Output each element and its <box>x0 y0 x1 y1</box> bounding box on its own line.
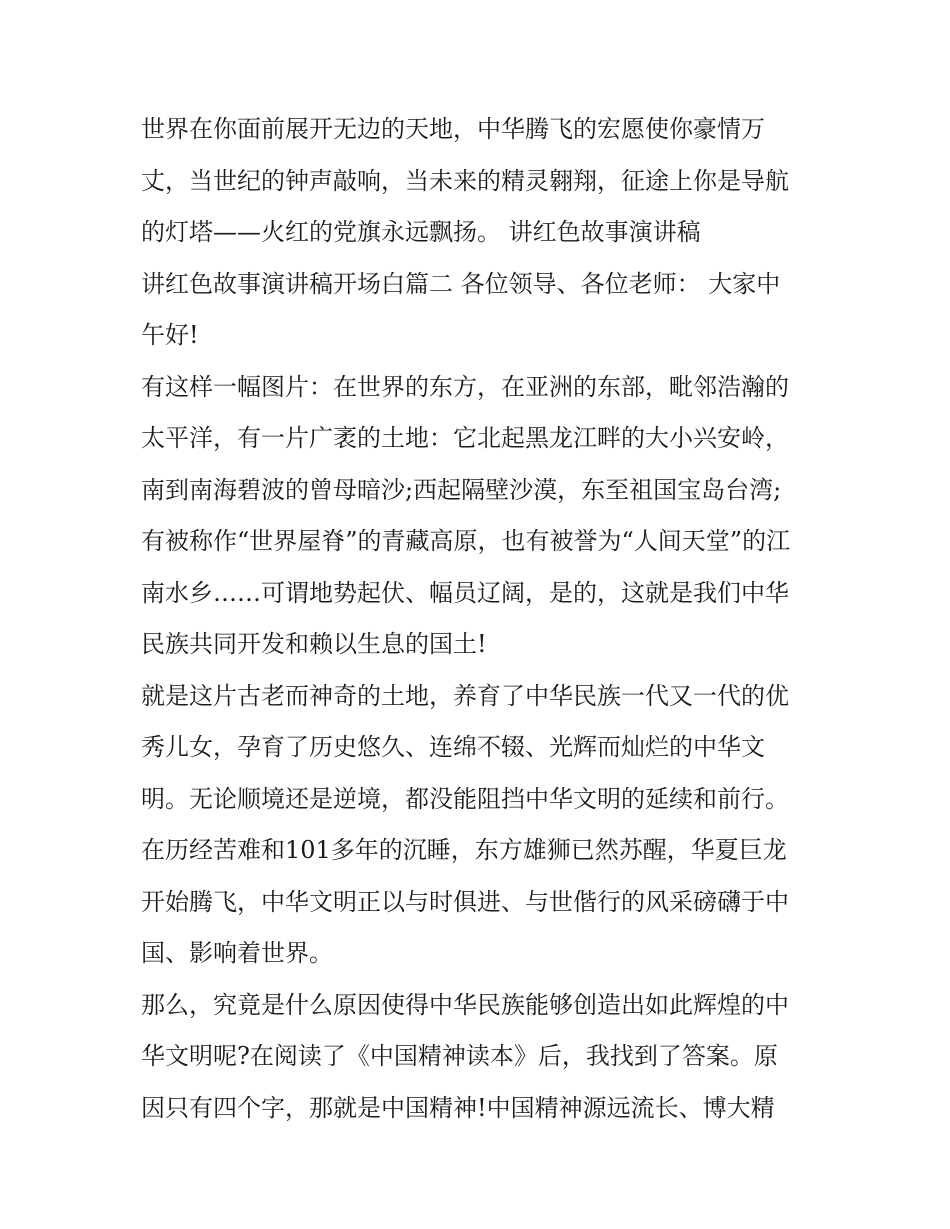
text-line-17: 国、影响着世界。 <box>141 939 333 967</box>
text-line-16: 开始腾飞，中华文明正以与时俱进、与世偕行的风采磅礴于中 <box>141 887 789 916</box>
text-line-14: 明。无论顺境还是逆境，都没能阻挡中华文明的延续和前行。 <box>141 784 789 813</box>
text-line-4: 讲红色故事演讲稿开场白篇二 各位领导、各位老师： 大家中 <box>141 269 781 298</box>
text-line-5: 午好! <box>141 321 199 349</box>
document-body <box>141 104 813 1134</box>
text-line-6: 有这样一幅图片：在世界的东方，在亚洲的东部，毗邻浩瀚的 <box>141 372 789 401</box>
text-line-7: 太平洋，有一片广袤的土地：它北起黑龙江畔的大小兴安岭， <box>141 424 789 452</box>
text-line-11: 民族共同开发和赖以生息的国土! <box>141 630 487 658</box>
text-line-18: 那么，究竟是什么原因使得中华民族能够创造出如此辉煌的中 <box>141 990 789 1019</box>
text-line-20: 因只有四个字，那就是中国精神!中国精神源远流长、博大精 <box>141 1093 775 1122</box>
text-line-19: 华文明呢?在阅读了《中国精神读本》后，我找到了答案。原 <box>141 1042 778 1070</box>
text-line-2: 丈，当世纪的钟声敲响，当未来的精灵翱翔，征途上你是导航 <box>141 166 789 195</box>
text-line-15: 在历经苦难和101多年的沉睡，东方雄狮已然苏醒，华夏巨龙 <box>141 836 787 864</box>
text-line-8: 南到南海碧波的曾母暗沙;西起隔壁沙漠，东至祖国宝岛台湾; <box>141 475 782 504</box>
text-line-13: 秀儿女，孕育了历史悠久、连绵不辍、光辉而灿烂的中华文 <box>141 733 765 761</box>
text-line-12: 就是这片古老而神奇的土地，养育了中华民族一代又一代的优 <box>141 681 789 710</box>
text-line-10: 南水乡……可谓地势起伏、幅员辽阔，是的，这就是我们中华 <box>141 578 789 607</box>
text-line-3: 的灯塔——火红的党旗永远飘扬。 讲红色故事演讲稿 <box>141 218 701 246</box>
text-line-9: 有被称作“世界屋脊”的青藏高原，也有被誉为“人间天堂”的江 <box>141 527 791 555</box>
text-line-1: 世界在你面前展开无边的天地，中华腾飞的宏愿使你豪情万 <box>141 115 765 143</box>
